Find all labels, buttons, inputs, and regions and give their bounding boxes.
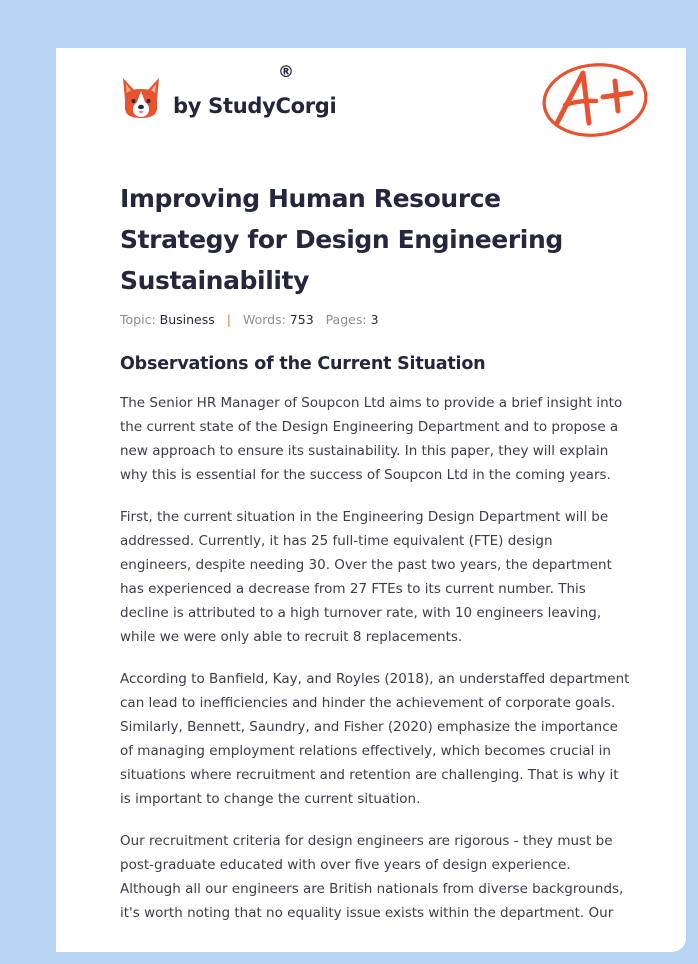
text-line: it's worth noting that no equality issue exists within the department. Our (120, 905, 614, 921)
text-line: the current state of the Design Engineering Department and to propose a (120, 419, 619, 435)
topic-link[interactable]: Business (159, 312, 215, 327)
text-line: is important to change the current situation. (120, 791, 421, 807)
paragraph (120, 667, 636, 811)
document-title (120, 178, 620, 301)
text-line: Although all our engineers are British nationals from diverse backgrounds, (120, 881, 624, 897)
registered-mark: ® (278, 62, 294, 81)
text-line: First, the current situation in the Engineering Design Department will be (120, 509, 609, 525)
words-count: 753 (289, 312, 314, 327)
text-line: why this is essential for the success of Soupcon Ltd in the coming years. (120, 467, 611, 483)
text-line: According to Banfield, Kay, and Royles (2018), an understaffed department (120, 671, 630, 687)
text-line: has experienced a decrease from 27 FTEs to its current number. This (120, 581, 586, 597)
text-line: The Senior HR Manager of Soupcon Ltd aims to provide a brief insight into (120, 395, 623, 411)
text-line: can lead to inefficiencies and hinder the achievement of corporate goals. (120, 695, 616, 711)
text-line: while we were only able to recruit 8 replacements. (120, 629, 463, 645)
text-line: new approach to ensure its sustainability. In this paper, they will explain (120, 443, 609, 459)
a-plus-grade-icon (539, 59, 649, 141)
document-body (120, 391, 636, 943)
title-line: Sustainability (120, 266, 309, 295)
corgi-logo-icon (120, 76, 162, 120)
document-meta (120, 312, 379, 327)
section-heading: Observations of the Current Situation (120, 354, 486, 374)
text-line: decline is attributed to a high turnover rate, with 10 engineers leaving, (120, 605, 602, 621)
text-line: of managing employment relations effectively, which becomes crucial in (120, 743, 611, 759)
pages-count: 3 (370, 312, 379, 327)
paragraph (120, 505, 636, 649)
title-line: Strategy for Design Engineering (120, 225, 563, 254)
text-line: Our recruitment criteria for design engineers are rigorous - they must be (120, 833, 613, 849)
text-line: Similarly, Bennett, Saundry, and Fisher (2020) emphasize the importance (120, 719, 618, 735)
text-line: addressed. Currently, it has 25 full-time equivalent (FTE) design (120, 533, 553, 549)
studycorgi-logo[interactable] (120, 76, 336, 120)
paragraph (120, 391, 636, 487)
document-page (56, 48, 686, 952)
paragraph (120, 829, 636, 925)
pages-label: Pages: (325, 312, 367, 327)
text-line: engineers, despite needing 30. Over the past two years, the department (120, 557, 612, 573)
title-line: Improving Human Resource (120, 184, 501, 213)
text-line: post-graduate educated with over five years of design experience. (120, 857, 571, 873)
text-line: situations where recruitment and retention are challenging. That is why it (120, 767, 619, 783)
brand-name: by StudyCorgi (173, 94, 337, 118)
words-label: Words: (242, 312, 286, 327)
meta-separator: | (226, 312, 231, 327)
topic-label: Topic: (120, 312, 156, 327)
